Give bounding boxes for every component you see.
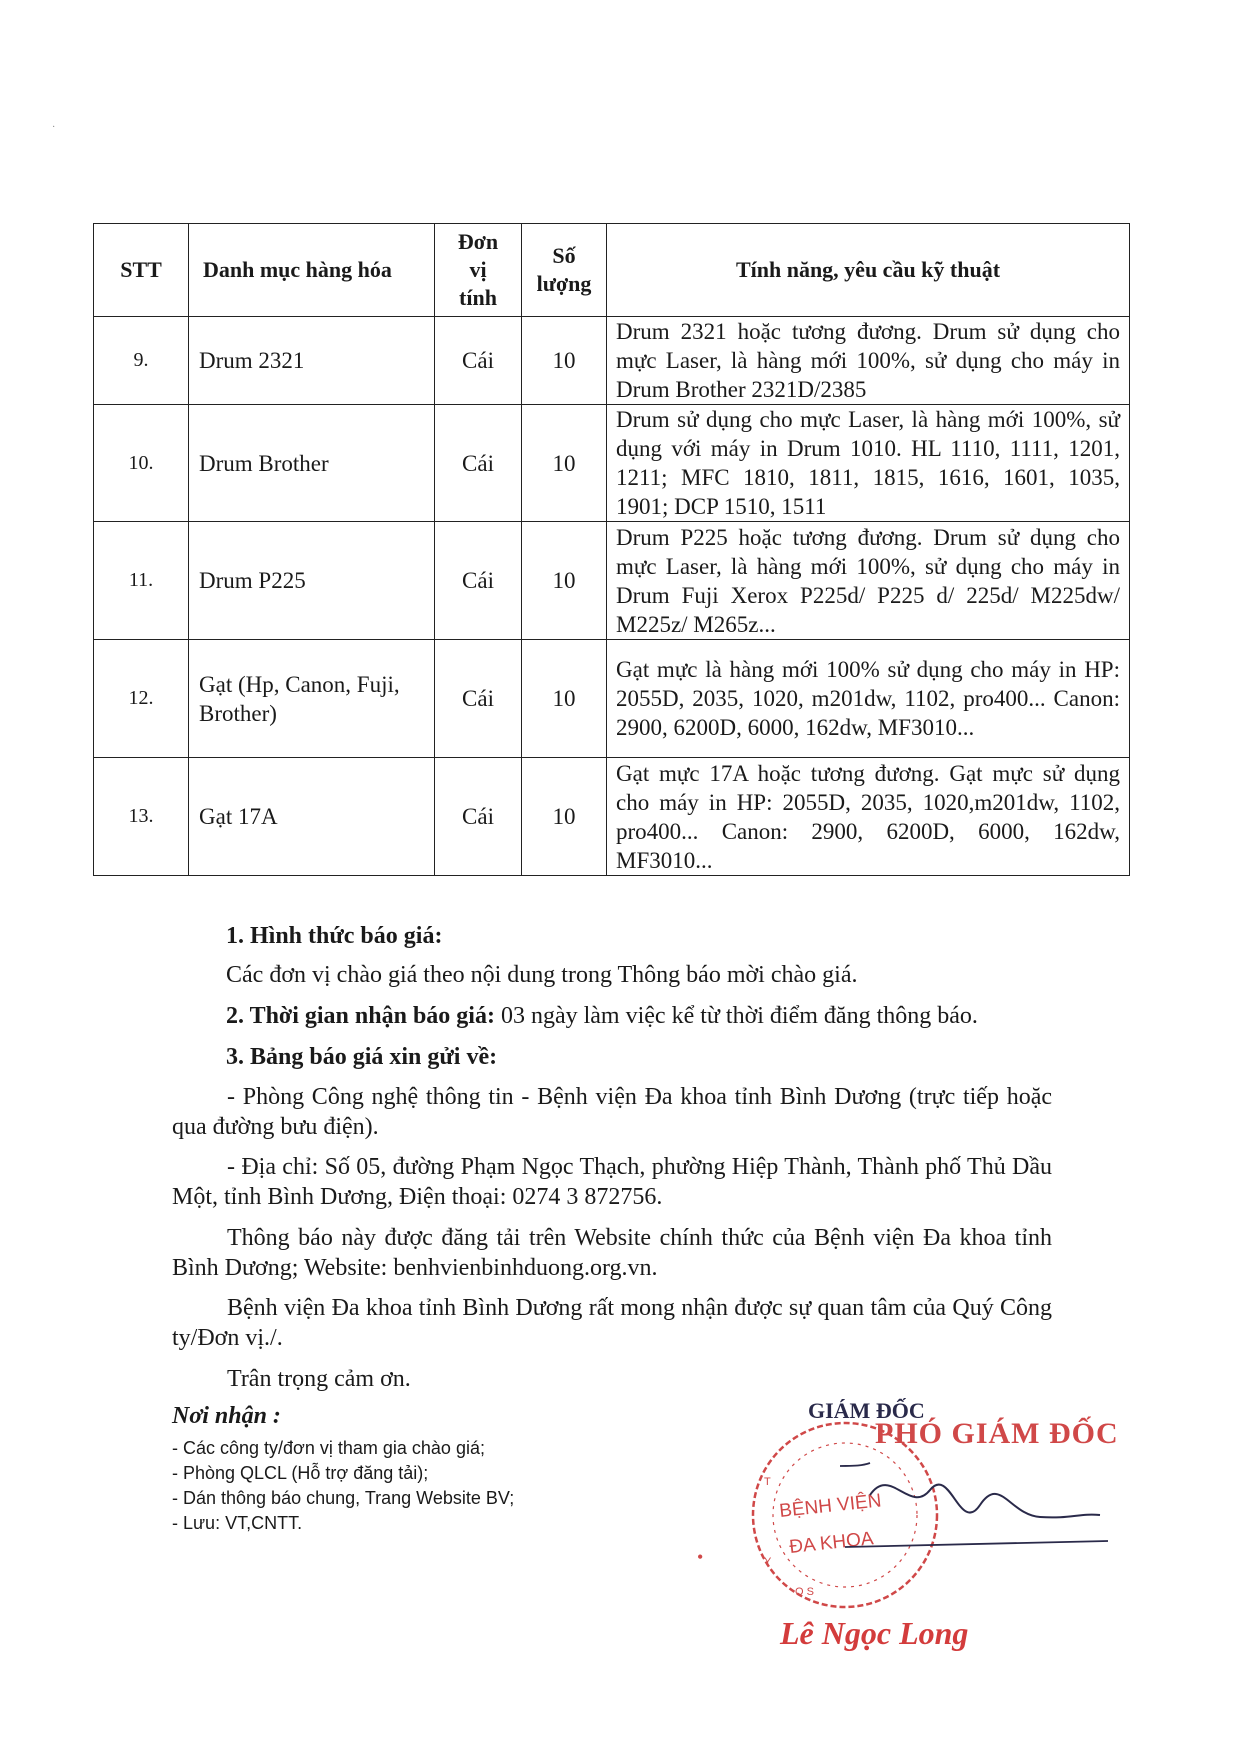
row-spec: Drum P225 hoặc tương đương. Drum sử dụng cho mực Laser, là hàng mới 100%, sử dụng cho máy in Drum Fuji Xerox P225d/ P225 d/ 225d/ M225dw/ M225z/ M265z... bbox=[607, 522, 1130, 640]
svg-text:T: T bbox=[764, 1476, 771, 1488]
header-qty-line: lượng bbox=[536, 271, 592, 296]
section-1-text: Các đơn vị chào giá theo nội dung trong Thông báo mời chào giá. bbox=[226, 962, 858, 988]
items-table bbox=[93, 223, 1130, 876]
signature-block bbox=[740, 1395, 1140, 1665]
table-row bbox=[94, 405, 1130, 522]
row-item-name: Drum 2321 bbox=[189, 317, 435, 405]
row-quantity: 10 bbox=[522, 522, 607, 640]
website-note: Thông báo này được đăng tải trên Website chính thức của Bệnh viện Đa khoa tỉnh Bình Dương; Website: benhvienbinhduong.org.vn. bbox=[172, 1225, 1052, 1281]
recipient-item: - Phòng QLCL (Hỗ trợ đăng tải); bbox=[172, 1463, 429, 1483]
signer-name: Lê Ngọc Long bbox=[780, 1615, 969, 1651]
table-row bbox=[94, 317, 1130, 405]
row-quantity: 10 bbox=[522, 640, 607, 758]
row-quantity: 10 bbox=[522, 758, 607, 876]
row-unit: Cái bbox=[435, 758, 522, 876]
row-stt: 12. bbox=[94, 640, 189, 758]
recipient-item: - Dán thông báo chung, Trang Website BV; bbox=[172, 1488, 515, 1508]
handwritten-signature-icon bbox=[840, 1455, 1140, 1575]
table-row bbox=[94, 640, 1130, 758]
section-2-title: 2. Thời gian nhận báo giá: bbox=[226, 1003, 495, 1029]
row-stt: 10. bbox=[94, 405, 189, 522]
header-item-name: Danh mục hàng hóa bbox=[189, 224, 435, 317]
svg-text:BỆNH VIỆN: BỆNH VIỆN bbox=[778, 1490, 883, 1522]
row-stt: 11. bbox=[94, 522, 189, 640]
row-spec: Drum 2321 hoặc tương đương. Drum sử dụng cho mực Laser, là hàng mới 100%, sử dụng cho máy in Drum Brother 2321D/2385 bbox=[607, 317, 1130, 405]
row-item-name: Drum P225 bbox=[189, 522, 435, 640]
row-unit: Cái bbox=[435, 640, 522, 758]
recipients-title: Nơi nhận : bbox=[172, 1403, 281, 1429]
thanks-line: Trân trọng cảm ơn. bbox=[227, 1366, 411, 1392]
header-spec: Tính năng, yêu cầu kỹ thuật bbox=[607, 224, 1130, 317]
signature-title-stamped: PHÓ GIÁM ĐỐC bbox=[875, 1417, 1119, 1450]
row-stt: 13. bbox=[94, 758, 189, 876]
recipient-item: - Các công ty/đơn vị tham gia chào giá; bbox=[172, 1438, 485, 1458]
section-1-title: 1. Hình thức báo giá: bbox=[226, 923, 443, 949]
header-qty-line: Số bbox=[552, 243, 576, 268]
ink-dot-icon: • bbox=[697, 1547, 704, 1567]
header-unit bbox=[435, 224, 522, 317]
table-row bbox=[94, 522, 1130, 640]
row-unit: Cái bbox=[435, 522, 522, 640]
scan-speck-icon: · bbox=[52, 122, 56, 133]
section-2-text: 03 ngày làm việc kể từ thời điểm đăng thông báo. bbox=[500, 1003, 978, 1029]
section-3-title: 3. Bảng báo giá xin gửi về: bbox=[226, 1044, 498, 1070]
section-2 bbox=[226, 1001, 978, 1031]
svg-text:O S: O S bbox=[795, 1586, 814, 1598]
recipients-list bbox=[172, 1436, 514, 1536]
row-unit: Cái bbox=[435, 317, 522, 405]
header-stt: STT bbox=[94, 224, 189, 317]
row-quantity: 10 bbox=[522, 317, 607, 405]
closing-paragraph: Bệnh viện Đa khoa tỉnh Bình Dương rất mong nhận được sự quan tâm của Quý Công ty/Đơn vị./. bbox=[172, 1295, 1052, 1351]
row-spec: Drum sử dụng cho mực Laser, là hàng mới 100%, sử dụng với máy in Drum 1010. HL 1110, 1111, 1201, 1211; MFC 1810, 1811, 1815, 1616, 1601, 1035, 1901; DCP 1510, 1511 bbox=[607, 405, 1130, 522]
row-quantity: 10 bbox=[522, 405, 607, 522]
svg-text:ĐA KHOA: ĐA KHOA bbox=[788, 1528, 875, 1558]
recipient-item: - Lưu: VT,CNTT. bbox=[172, 1513, 303, 1533]
table-header-row bbox=[94, 224, 1130, 317]
signature-title-crossed: GIÁM ĐỐC bbox=[808, 1398, 925, 1423]
section-3-item-1: - Phòng Công nghệ thông tin - Bệnh viện Đa khoa tỉnh Bình Dương (trực tiếp hoặc qua đường bưu điện). bbox=[172, 1084, 1052, 1140]
row-item-name: Drum Brother bbox=[189, 405, 435, 522]
row-spec: Gạt mực là hàng mới 100% sử dụng cho máy in HP: 2055D, 2035, 1020, m201dw, 1102, pro400... Canon: 2900, 6200D, 6000, 162dw, MF3010... bbox=[607, 640, 1130, 758]
section-3-item-2: - Địa chỉ: Số 05, đường Phạm Ngọc Thạch, phường Hiệp Thành, Thành phố Thủ Dầu Một, tỉnh Bình Dương, Điện thoại: 0274 3 872756. bbox=[172, 1154, 1052, 1210]
row-unit: Cái bbox=[435, 405, 522, 522]
table-row bbox=[94, 758, 1130, 876]
header-quantity bbox=[522, 224, 607, 317]
header-unit-line: vị bbox=[469, 257, 487, 282]
row-item-name: Gạt 17A bbox=[189, 758, 435, 876]
svg-text:Y: Y bbox=[764, 1556, 772, 1568]
header-unit-line: tính bbox=[459, 285, 497, 310]
header-unit-line: Đơn bbox=[457, 229, 499, 254]
row-stt: 9. bbox=[94, 317, 189, 405]
row-spec: Gạt mực 17A hoặc tương đương. Gạt mực sử dụng cho máy in HP: 2055D, 2035, 1020,m201dw, 1102, pro400... Canon: 2900, 6200D, 6000, 162dw, MF3010... bbox=[607, 758, 1130, 876]
row-item-name: Gạt (Hp, Canon, Fuji, Brother) bbox=[189, 640, 435, 758]
